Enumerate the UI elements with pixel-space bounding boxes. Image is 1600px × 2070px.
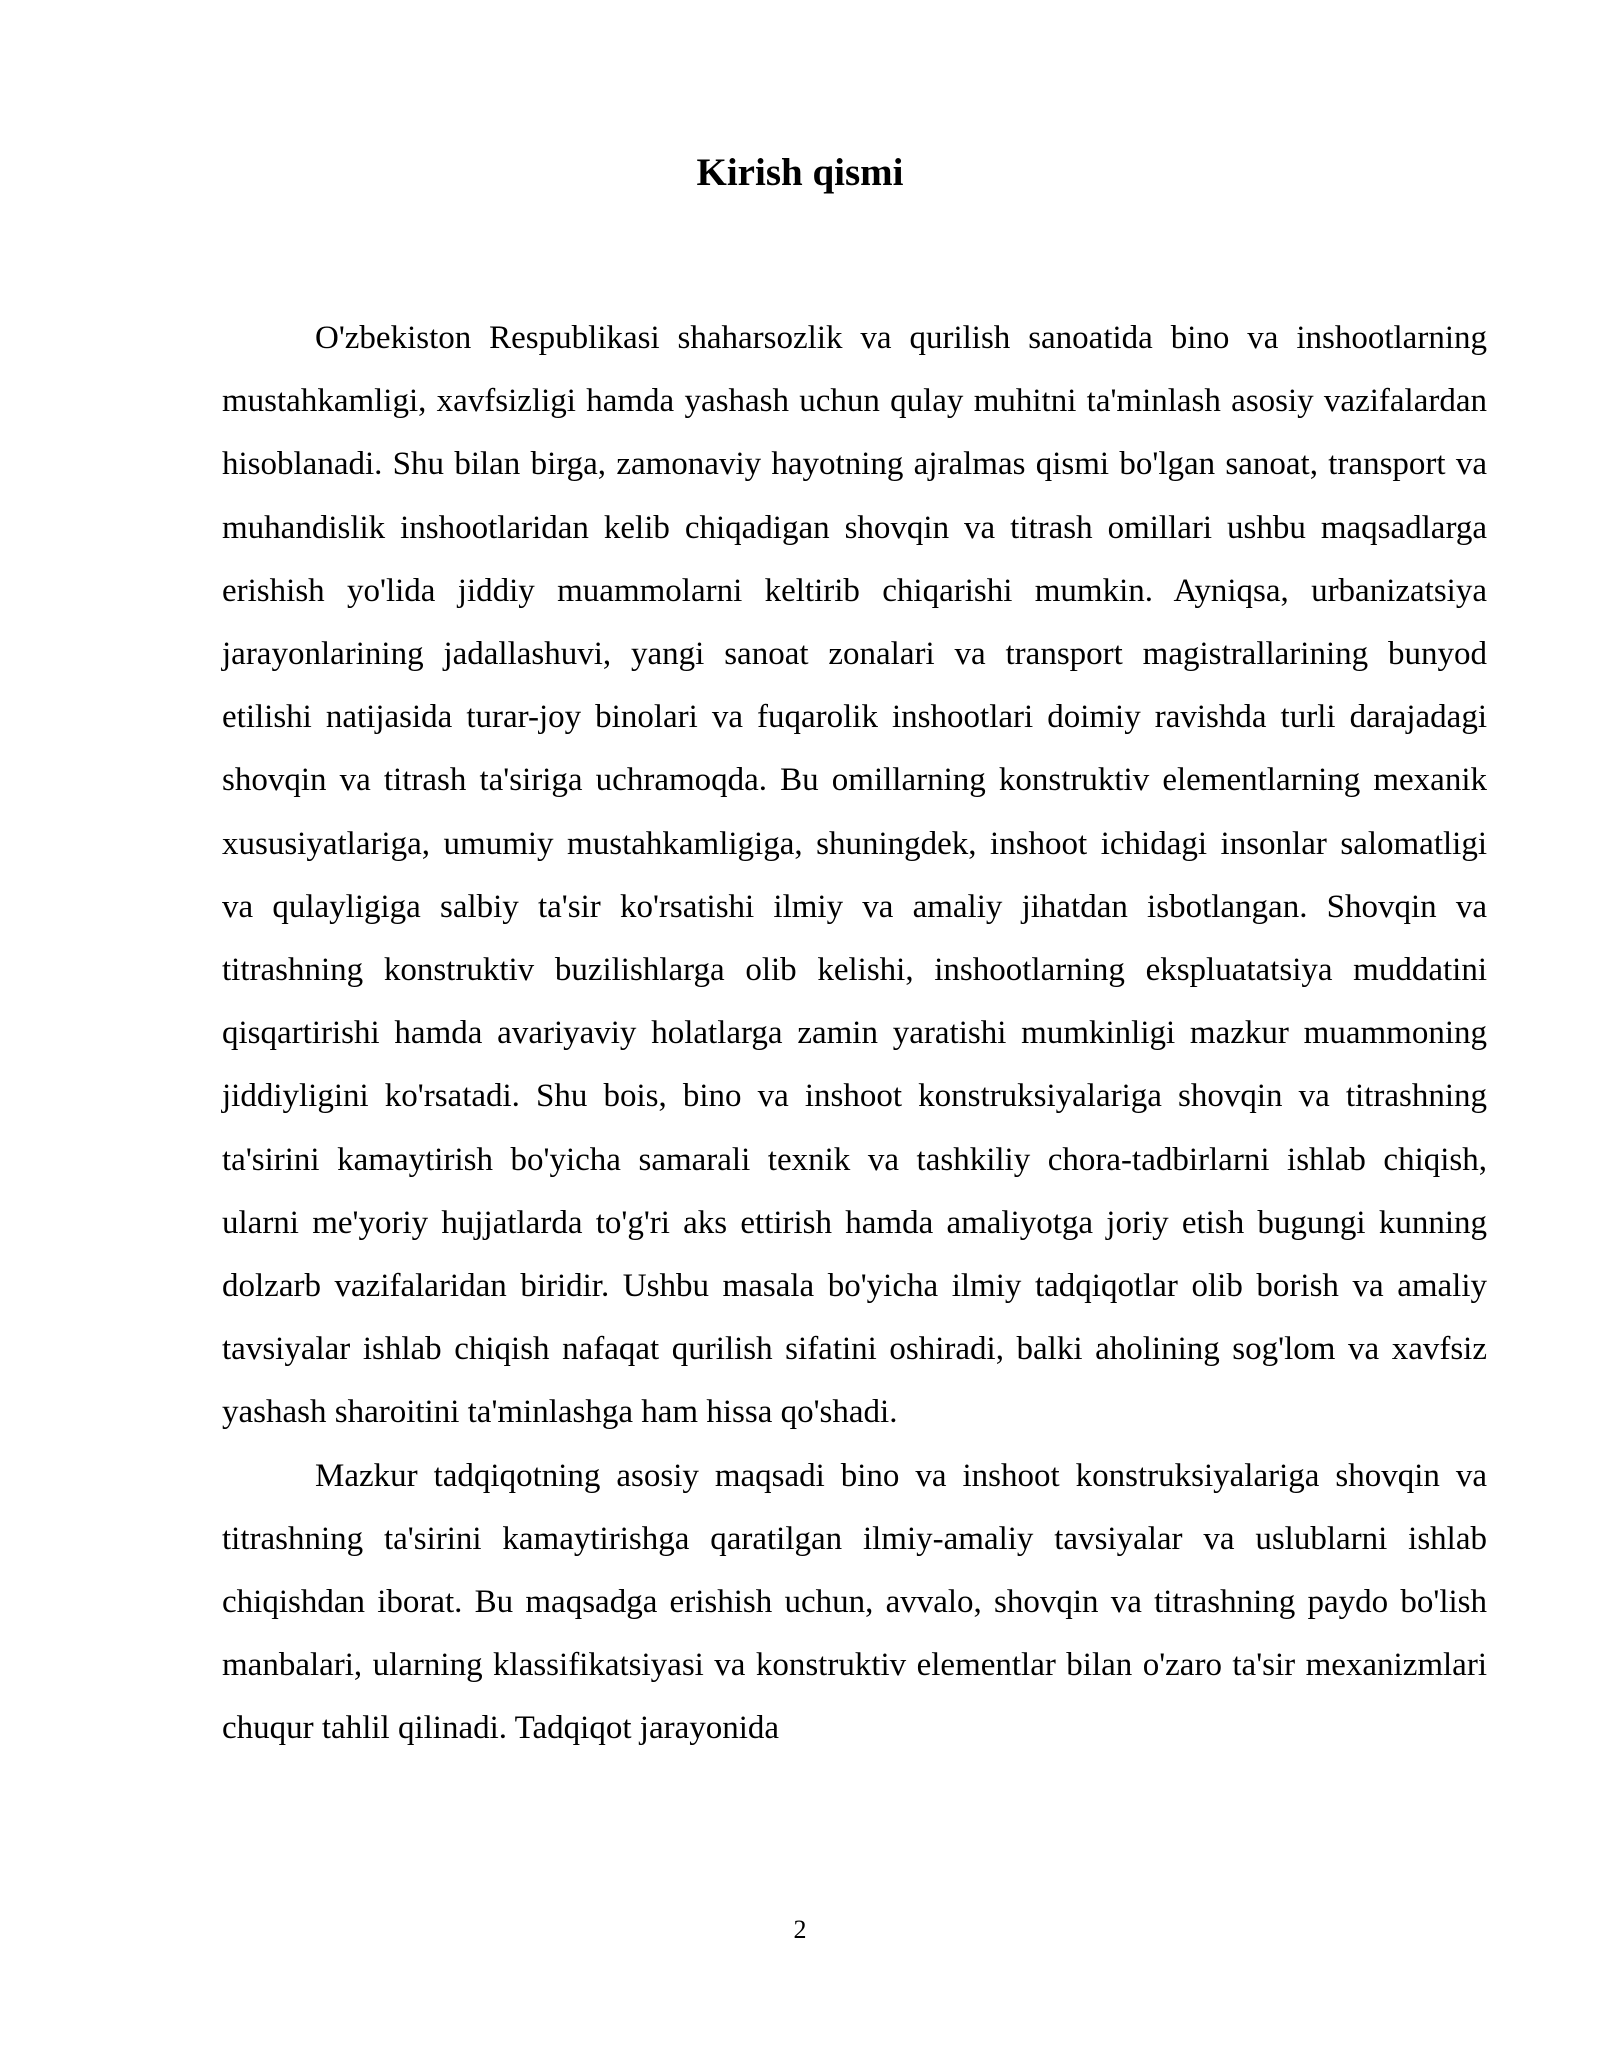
paragraph-1: O'zbekiston Respublikasi shaharsozlik va qurilish sanoatida bino va inshootlarning mustahkamligi, xavfsizligi hamda yashash uchun qulay muhitni ta'minlash asosiy vazifalardan hisoblanadi. Shu bilan birga, zamonaviy hayotning ajralmas qismi bo'lgan sanoat, transport va muhandislik inshootlaridan kelib chiqadigan shovqin va titrash omillari ushbu maqsadlarga erishish yo'lida jiddiy muammolarni keltirib chiqarishi mumkin. Ayniqsa, urbanizatsiya jarayonlarining jadallashuvi, yangi sanoat zonalari va transport magistrallarining bunyod etilishi natijasida turar-joy binolari va fuqarolik inshootlari doimiy ravishda turli darajadagi shovqin va titrash ta'siriga uchramoqda. Bu omillarning konstruktiv elementlarning mexanik xususiyatlariga, umumiy mustahkamligiga, shuningdek, inshoot ichidagi insonlar salomatligi va qulayligiga salbiy ta'sir ko'rsatishi ilmiy va amaliy jihatdan isbotlangan. Shovqin va titrashning konstruktiv buzilishlarga olib kelishi, inshootlarning ekspluatatsiya muddatini qisqartirishi hamda avariyaviy holatlarga zamin yaratishi mumkinligi mazkur muammoning jiddiyligini ko'rsatadi. Shu bois, bino va inshoot konstruksiyalariga shovqin va titrashning ta'sirini kamaytirish bo'yicha samarali texnik va tashkiliy chora-tadbirlarni ishlab chiqish, ularni me'yoriy hujjatlarda to'g'ri aks ettirish hamda amaliyotga joriy etish bugungi kunning dolzarb vazifalaridan biridir. Ushbu masala bo'yicha ilmiy tadqiqotlar olib borish va amaliy tavsiyalar ishlab chiqish nafaqat qurilish sifatini oshiradi, balki aholining sog'lom va xavfsiz yashash sharoitini ta'minlashga ham hissa qo'shadi.: [222, 320, 1487, 1431]
page-number: 2: [793, 1915, 807, 1944]
body-text: [222, 307, 1487, 1761]
paragraph-2: Mazkur tadqiqotning asosiy maqsadi bino va inshoot konstruksiyalariga shovqin va titrashning ta'sirini kamaytirishga qaratilgan ilmiy-amaliy tavsiyalar va uslublarni ishlab chiqishdan iborat. Bu maqsadga erishish uchun, avvalo, shovqin va titrashning paydo bo'lish manbalari, ularning klassifikatsiyasi va konstruktiv elementlar bilan o'zaro ta'sir mexanizmlari chuqur tahlil qilinadi. Tadqiqot jarayonida: [222, 1457, 1487, 1747]
page-title: Kirish qismi: [696, 151, 904, 194]
